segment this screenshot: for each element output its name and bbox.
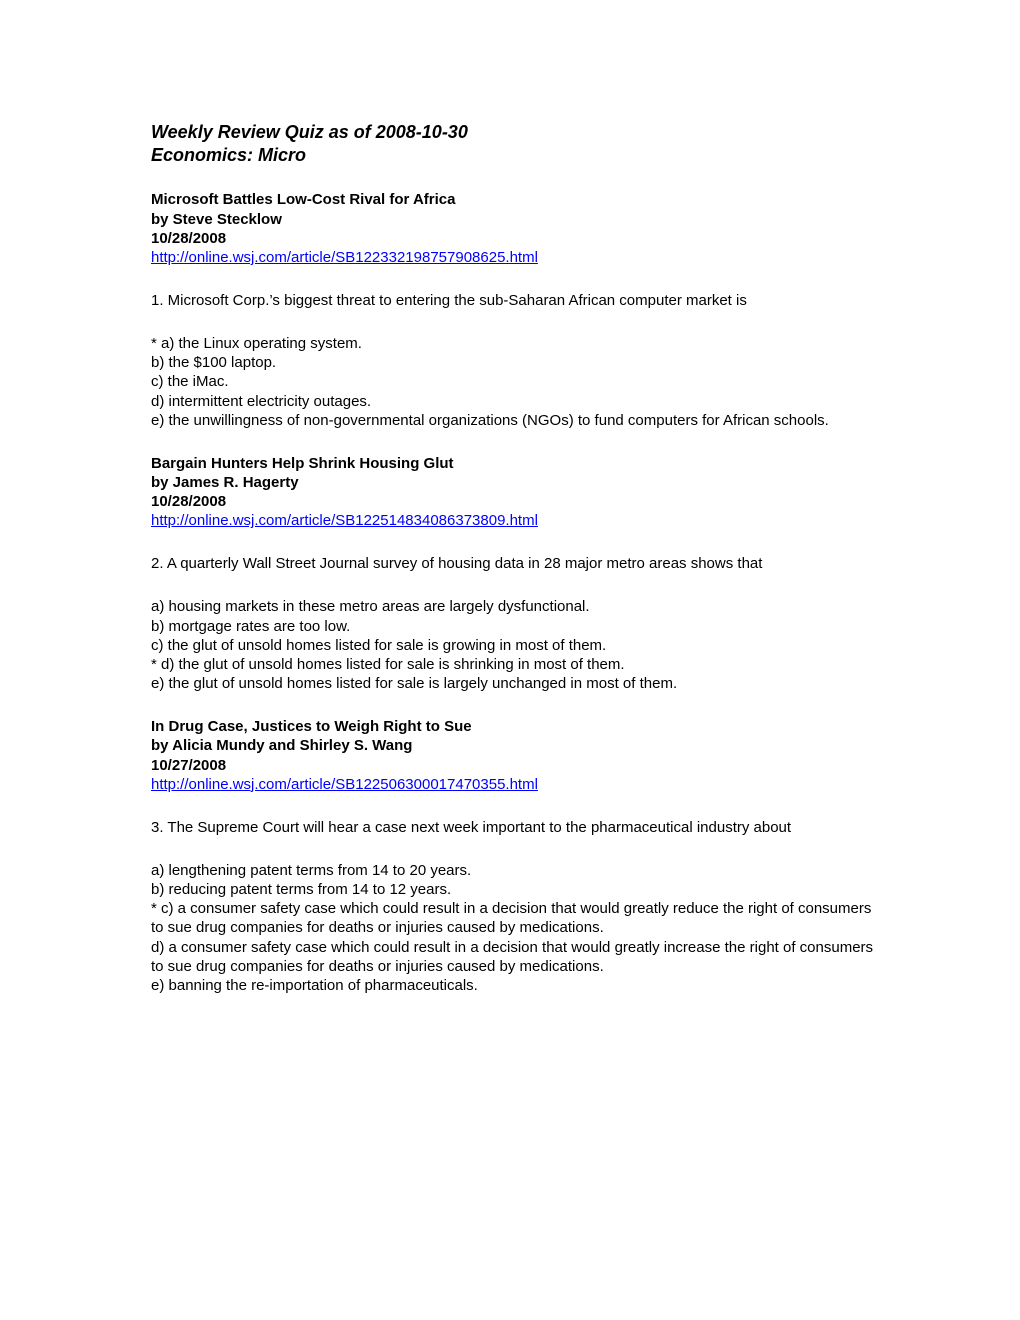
document-header bbox=[151, 121, 881, 167]
article-date: 10/28/2008 bbox=[151, 493, 227, 511]
question-text: 2. A quarterly Wall Street Journal survey of housing data in 28 major metro areas shows that bbox=[151, 555, 763, 573]
answer-options bbox=[151, 861, 881, 995]
answer-option: b) mortgage rates are too low. bbox=[151, 617, 351, 635]
article-byline: by Steve Stecklow bbox=[151, 210, 282, 228]
answer-option: c) the glut of unsold homes listed for sale is growing in most of them. bbox=[151, 636, 607, 654]
article-link[interactable]: http://online.wsj.com/article/SB122514834086373809.html bbox=[151, 512, 538, 530]
article-section-2 bbox=[151, 454, 881, 694]
answer-option: * a) the Linux operating system. bbox=[151, 335, 362, 352]
article-section-3 bbox=[151, 717, 881, 995]
answer-option: e) banning the re-importation of pharmaceuticals. bbox=[151, 977, 478, 995]
article-link[interactable]: http://online.wsj.com/article/SB122506300017470355.html bbox=[151, 775, 538, 793]
answer-option: a) lengthening patent terms from 14 to 20 years. bbox=[151, 861, 472, 879]
answer-option: * c) a consumer safety case which could result in a decision that would greatly reduce the right of consumers to sue drug companies for deaths or injuries caused by medications. bbox=[151, 900, 872, 937]
document-subtitle: Economics: Micro bbox=[151, 145, 307, 165]
answer-option: e) the glut of unsold homes listed for sale is largely unchanged in most of them. bbox=[151, 675, 678, 693]
answer-options bbox=[151, 334, 881, 430]
answer-options bbox=[151, 597, 881, 693]
question-text: 1. Microsoft Corp.’s biggest threat to entering the sub-Saharan African computer market is bbox=[151, 292, 747, 309]
article-date: 10/27/2008 bbox=[151, 756, 227, 774]
article-title: Microsoft Battles Low-Cost Rival for Africa bbox=[151, 191, 456, 209]
article-date: 10/28/2008 bbox=[151, 229, 227, 247]
article-byline: by James R. Hagerty bbox=[151, 474, 299, 492]
article-title: Bargain Hunters Help Shrink Housing Glut bbox=[151, 454, 454, 472]
answer-option: b) reducing patent terms from 14 to 12 years. bbox=[151, 881, 452, 899]
answer-option: d) a consumer safety case which could result in a decision that would greatly increase the right of consumers to sue drug companies for deaths or injuries caused by medications. bbox=[151, 938, 874, 975]
document-page bbox=[151, 121, 881, 995]
document-title: Weekly Review Quiz as of 2008-10-30 bbox=[151, 122, 468, 142]
answer-option: e) the unwillingness of non-governmental organizations (NGOs) to fund computers for African schools. bbox=[151, 411, 829, 429]
article-section-1 bbox=[151, 190, 881, 430]
article-link[interactable]: http://online.wsj.com/article/SB122332198757908625.html bbox=[151, 249, 538, 266]
question-text: 3. The Supreme Court will hear a case next week important to the pharmaceutical industry about bbox=[151, 818, 792, 836]
answer-option: c) the iMac. bbox=[151, 373, 229, 391]
answer-option: b) the $100 laptop. bbox=[151, 354, 277, 372]
answer-option: a) housing markets in these metro areas are largely dysfunctional. bbox=[151, 598, 590, 616]
answer-option: * d) the glut of unsold homes listed for sale is shrinking in most of them. bbox=[151, 656, 625, 674]
article-byline: by Alicia Mundy and Shirley S. Wang bbox=[151, 737, 413, 755]
answer-option: d) intermittent electricity outages. bbox=[151, 392, 372, 410]
article-title: In Drug Case, Justices to Weigh Right to Sue bbox=[151, 718, 472, 736]
